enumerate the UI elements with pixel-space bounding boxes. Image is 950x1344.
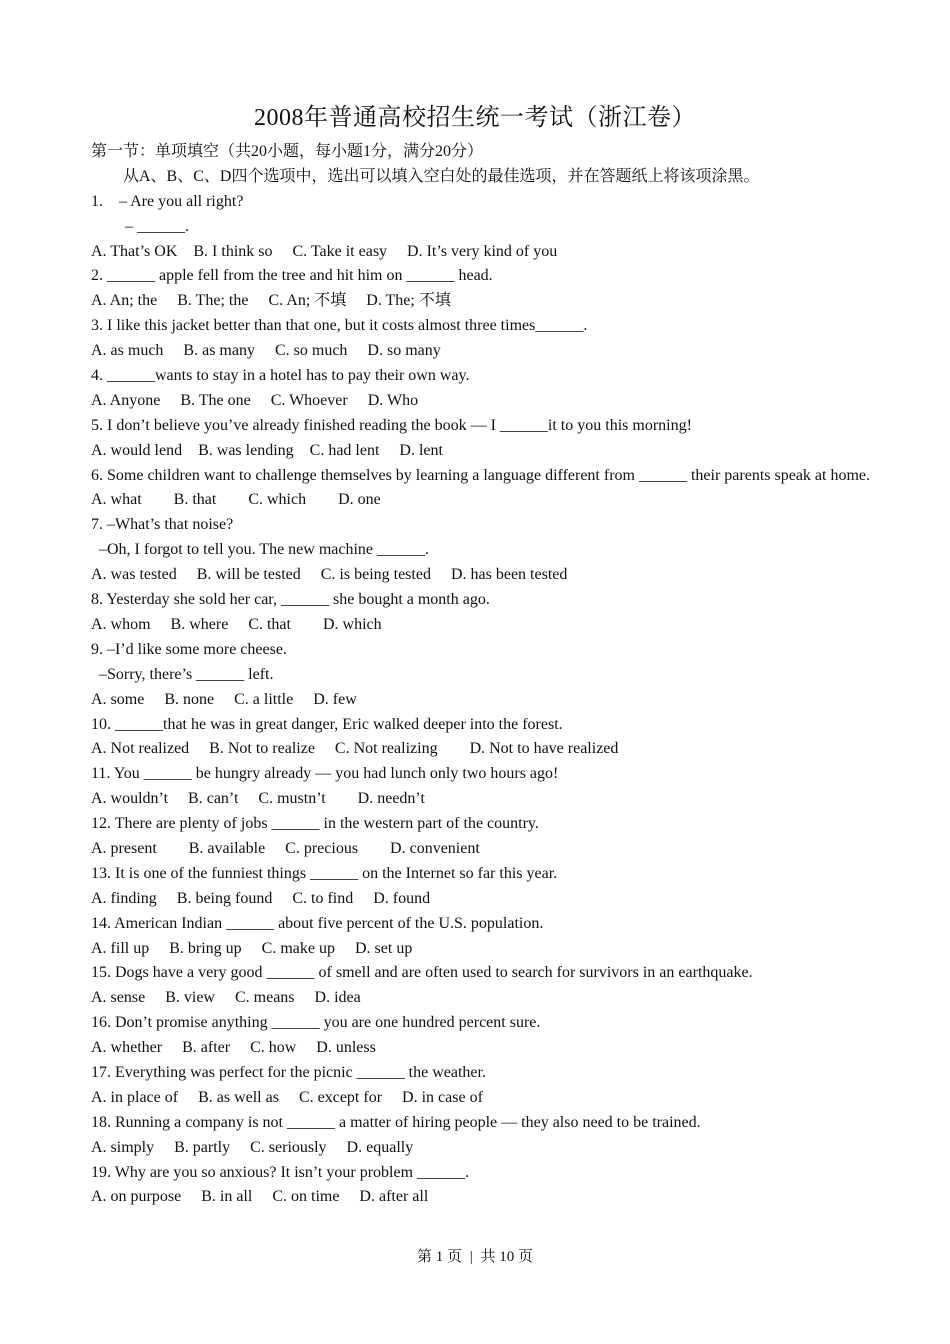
footer-separator: | — [469, 1249, 473, 1265]
question-options: A. was tested B. will be tested C. is being tested D. has been tested — [91, 566, 568, 584]
question-stem: 3. I like this jacket better than that one, but it costs almost three times______. — [91, 317, 588, 335]
question-options: A. what B. that C. which D. one — [91, 491, 381, 509]
question-stem: 13. It is one of the funniest things ______ on the Internet so far this year. — [91, 864, 558, 882]
question-stem: 17. Everything was perfect for the picnic ______ the weather. — [91, 1063, 486, 1081]
question-stem: 5. I don’t believe you’ve already finished reading the book — I ______it to you this morning! — [91, 416, 692, 434]
question-stem: 11. You ______ be hungry already — you had lunch only two hours ago! — [91, 765, 559, 783]
question-stem: – ______. — [125, 217, 189, 235]
question-options: A. wouldn’t B. can’t C. mustn’t D. needn’t — [91, 790, 425, 808]
page-total: 共 10 页 — [480, 1249, 534, 1265]
question-stem: 14. American Indian ______ about five percent of the U.S. population. — [91, 914, 544, 932]
question-options: A. whom B. where C. that D. which — [91, 615, 382, 633]
question-stem: 9. –I’d like some more cheese. — [91, 640, 287, 658]
question-options: A. in place of B. as well as C. except for D. in case of — [91, 1088, 483, 1106]
question-stem: 6. Some children want to challenge themselves by learning a language different from ______ their parents speak at home. — [91, 466, 871, 484]
question-options: A. Anyone B. The one C. Whoever D. Who — [91, 391, 419, 409]
question-options: A. An; the B. The; the C. An; 不填 D. The; 不填 — [91, 292, 451, 310]
question-options: A. fill up B. bring up C. make up D. set up — [91, 939, 413, 957]
question-stem: 7. –What’s that noise? — [91, 516, 234, 534]
question-options: A. present B. available C. precious D. convenient — [91, 839, 480, 857]
question-stem: 18. Running a company is not ______ a matter of hiring people — they also need to be trained. — [91, 1113, 701, 1131]
question-options: A. That’s OK B. I think so C. Take it easy D. It’s very kind of you — [91, 242, 558, 260]
page-number: 第 1 页 — [416, 1249, 462, 1265]
question-stem: 12. There are plenty of jobs ______ in the western part of the country. — [91, 815, 539, 833]
question-stem: 8. Yesterday she sold her car, ______ she bought a month ago. — [91, 591, 490, 609]
question-stem: 2. ______ apple fell from the tree and hit him on ______ head. — [91, 267, 493, 285]
question-stem: 1. – Are you all right? — [91, 192, 244, 210]
question-options: A. Not realized B. Not to realize C. Not realizing D. Not to have realized — [91, 740, 619, 758]
question-options: A. on purpose B. in all C. on time D. after all — [91, 1188, 429, 1206]
page-footer — [0, 1245, 950, 1266]
question-options: A. simply B. partly C. seriously D. equally — [91, 1138, 414, 1156]
question-stem: 16. Don’t promise anything ______ you are one hundred percent sure. — [91, 1014, 541, 1032]
question-stem: 15. Dogs have a very good ______ of smell and are often used to search for survivors in an earthquake. — [91, 964, 753, 982]
exam-content — [91, 140, 871, 1210]
question-stem: –Oh, I forgot to tell you. The new machine ______. — [99, 541, 430, 559]
question-stem: 19. Why are you so anxious? It isn’t your problem ______. — [91, 1163, 470, 1181]
page-title: 2008年普通高校招生统一考试（浙江卷） — [254, 105, 696, 131]
question-options: A. would lend B. was lending C. had lent D. lent — [91, 441, 443, 459]
question-stem: 4. ______wants to stay in a hotel has to pay their own way. — [91, 367, 470, 385]
question-options: A. as much B. as many C. so much D. so many — [91, 342, 441, 360]
question-stem: –Sorry, there’s ______ left. — [99, 665, 274, 683]
question-options: A. sense B. view C. means D. idea — [91, 989, 361, 1007]
question-stem: 10. ______that he was in great danger, Eric walked deeper into the forest. — [91, 715, 563, 733]
instructions: 从A、B、C、D四个选项中，选出可以填入空白处的最佳选项，并在答题纸上将该项涂黑。 — [123, 167, 760, 185]
question-options: A. finding B. being found C. to find D. found — [91, 889, 431, 907]
section-header: 第一节：单项填空（共20小题，每小题1分，满分20分） — [91, 143, 484, 160]
question-options: A. whether B. after C. how D. unless — [91, 1039, 376, 1057]
question-options: A. some B. none C. a little D. few — [91, 690, 357, 708]
